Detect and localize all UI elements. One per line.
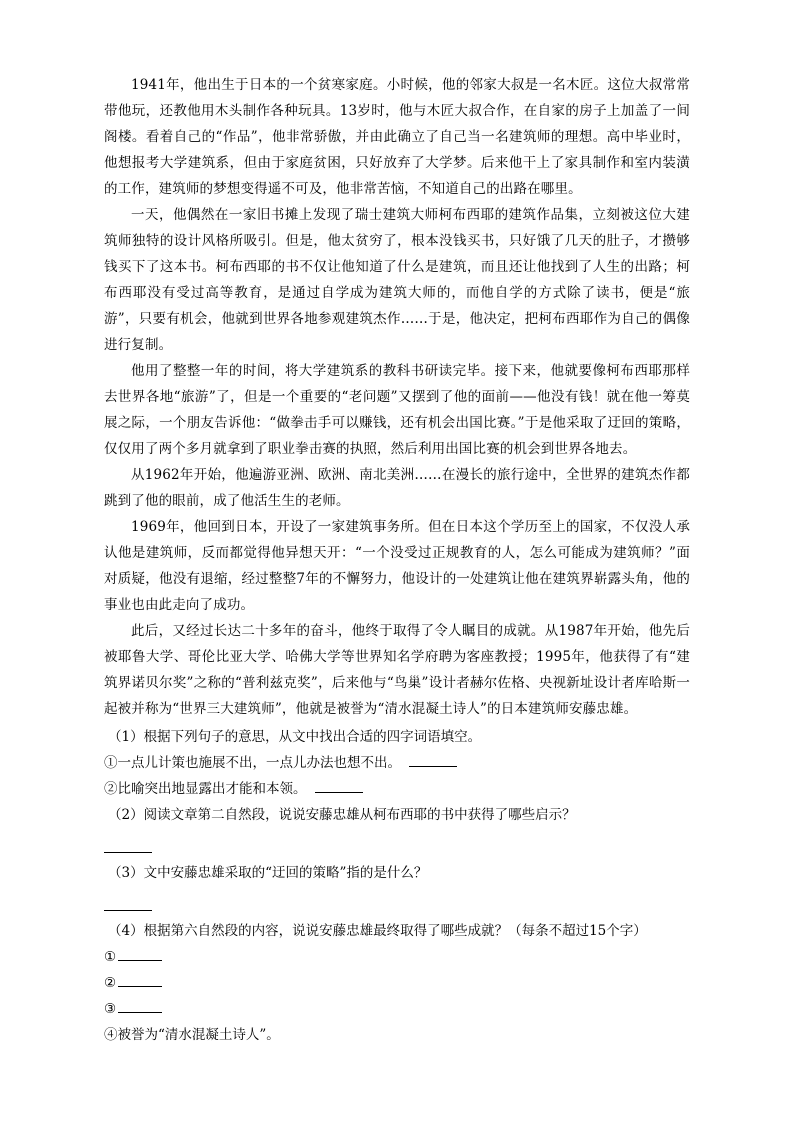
question-3-answer-row <box>104 892 690 918</box>
question-1-item-2-text: ②比喻突出地显露出才能和本领。 <box>104 781 307 797</box>
answer-blank-4-1[interactable] <box>118 946 162 961</box>
answer-blank-2[interactable] <box>104 838 152 853</box>
question-2-answer-row <box>104 834 690 860</box>
question-4-item-4: ④被誉为“清水混凝土诗人”。 <box>104 1027 280 1043</box>
question-1-prompt: （1）根据下列句子的意思，从文中找出合适的四字词语填空。 <box>108 729 482 745</box>
answer-blank-1-2[interactable] <box>315 778 363 793</box>
question-1-item-1-text: ①一点儿计策也施展不出，一点儿办法也想不出。 <box>104 755 401 771</box>
answer-blank-3[interactable] <box>104 896 152 911</box>
question-2-prompt: （2）阅读文章第二自然段，说说安藤忠雄从柯布西耶的书中获得了哪些启示？ <box>108 807 576 823</box>
questions <box>104 724 690 1048</box>
question-1-item-1 <box>104 750 690 776</box>
question-4-item-1 <box>104 944 690 970</box>
paragraph-5: 1969年，他回到日本，开设了一家建筑事务所。但在日本这个学历至上的国家，不仅没人承认他是建筑师，反而都觉得他异想天开：“一个没受过正规教育的人，怎么可能成为建筑师？”面对质疑，他没有退缩，经过整整7年的不懈努力，他设计的一处建筑让他在建筑界崭露头角，他的事业也由此走向了成功。 <box>104 519 690 613</box>
question-4-item-1-text: ① <box>104 949 117 965</box>
paragraph-3: 他用了整整一年的时间，将大学建筑系的教科书研读完毕。接下来，他就要像柯布西耶那样去世界各地“旅游”了，但是一个重要的“老问题”又摆到了他的面前——他没有钱！就在他一筹莫展之际，一个朋友告诉他：“做拳击手可以赚钱，还有机会出国比赛。”于是他采取了迂回的策略，仅仅用了两个多月就拿到了职业拳击赛的执照，然后利用出国比赛的机会到世界各地去。 <box>104 363 690 457</box>
question-4-item-3 <box>104 996 690 1022</box>
question-4-prompt: （4）根据第六自然段的内容，说说安藤忠雄最终取得了哪些成就？（每条不超过15个字） <box>108 923 647 939</box>
question-4-item-2-text: ② <box>104 975 117 991</box>
question-3-prompt: （3）文中安藤忠雄采取的“迂回的策略”指的是什么？ <box>108 865 428 881</box>
paragraph-1: 1941年，他出生于日本的一个贫寒家庭。小时候，他的邻家大叔是一名木匠。这位大叔常常带他玩，还教他用木头制作各种玩具。13岁时，他与木匠大叔合作，在自家的房子上加盖了一间阁楼。看着自己的“作品”，他非常骄傲，并由此确立了自己当一名建筑师的理想。高中毕业时，他想报考大学建筑系，但由于家庭贫困，只好放弃了大学梦。后来他干上了家具制作和室内装潢的工作，建筑师的梦想变得遥不可及，他非常苦恼，不知道自己的出路在哪里。 <box>104 77 690 197</box>
question-4-item-2 <box>104 970 690 996</box>
answer-blank-4-3[interactable] <box>118 998 162 1013</box>
paragraph-4: 从1962年开始，他遍游亚洲、欧洲、南北美洲……在漫长的旅行途中，全世界的建筑杰作都跳到了他的眼前，成了他活生生的老师。 <box>104 467 690 509</box>
article <box>104 72 690 722</box>
question-4-item-3-text: ③ <box>104 1001 117 1017</box>
paragraph-2: 一天，他偶然在一家旧书摊上发现了瑞士建筑大师柯布西耶的建筑作品集，立刻被这位大建筑师独特的设计风格所吸引。但是，他太贫穷了，根本没钱买书，只好饿了几天的肚子，才攒够钱买下了这本书。柯布西耶的书不仅让他知道了什么是建筑，而且还让他找到了人生的出路；柯布西耶没有受过高等教育，是通过自学成为建筑大师的，而他自学的方式除了读书，便是“旅游”，只要有机会，他就到世界各地参观建筑杰作……于是，他决定，把柯布西耶作为自己的偶像进行复制。 <box>104 207 690 353</box>
answer-blank-4-2[interactable] <box>118 972 162 987</box>
answer-blank-1-1[interactable] <box>409 752 457 767</box>
question-1-item-2 <box>104 776 690 802</box>
paragraph-6: 此后，又经过长达二十多年的奋斗，他终于取得了令人瞩目的成就。从1987年开始，他先后被耶鲁大学、哥伦比亚大学、哈佛大学等世界知名学府聘为客座教授；1995年，他获得了有“建筑界诺贝尔奖”之称的“普利兹克奖”，后来他与“鸟巢”设计者赫尔佐格、央视新址设计者库哈斯一起被并称为“世界三大建筑师”，他就是被誉为“清水混凝土诗人”的日本建筑师安藤忠雄。 <box>104 623 690 717</box>
